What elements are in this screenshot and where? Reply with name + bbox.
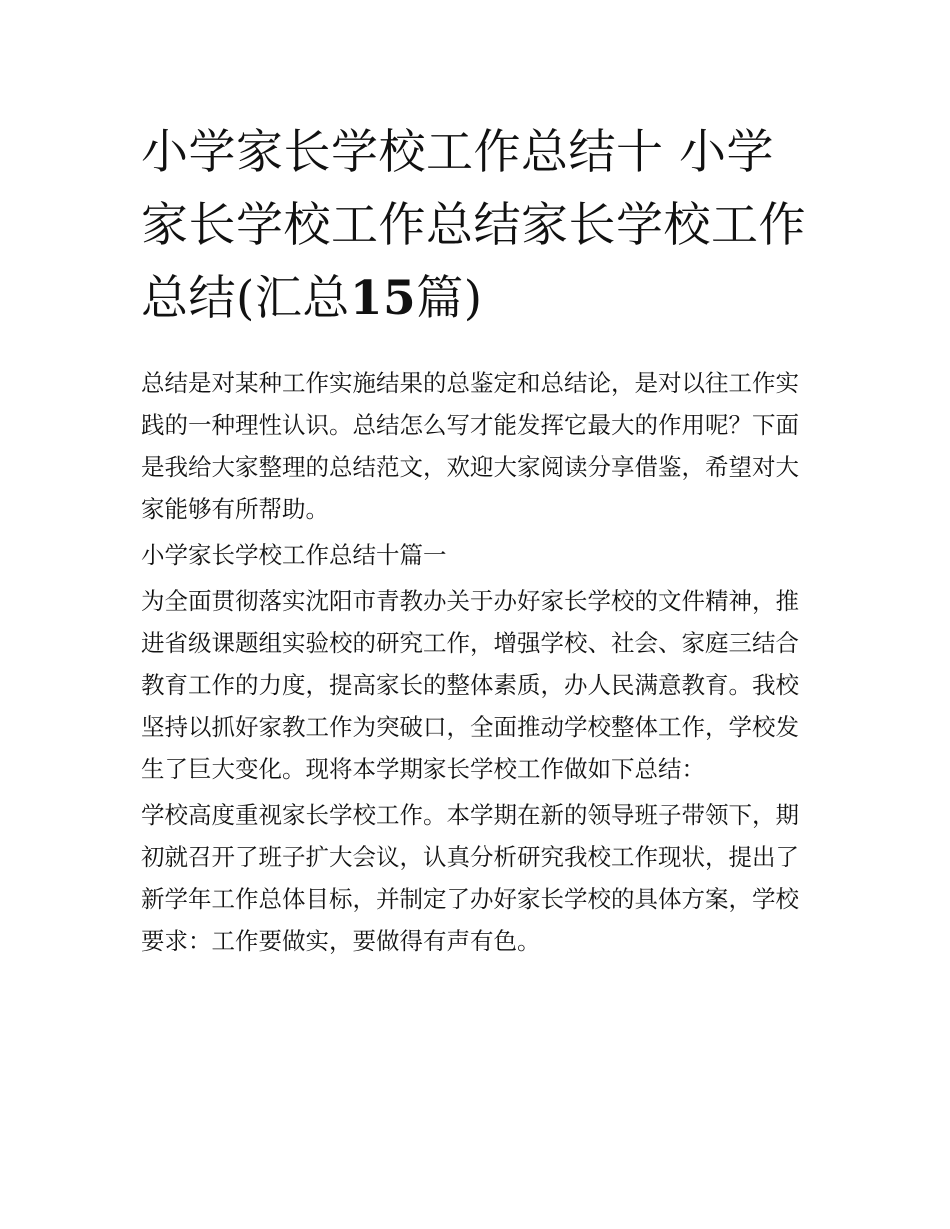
title-number: 15 <box>349 271 417 326</box>
document-content <box>141 116 816 962</box>
title-text: 小学家长学校工作总结十 小学家长学校工作总结家长学校工作总结(汇总 <box>141 125 806 326</box>
intro-paragraph: 总结是对某种工作实施结果的总鉴定和总结论，是对以往工作实践的一种理性认识。总结怎么写才能发挥它最大的作用呢？下面是我给大家整理的总结范文，欢迎大家阅读分享借鉴，希望对大家能够有所帮助。 <box>141 369 799 523</box>
title-suffix: 篇) <box>416 271 483 326</box>
document-title <box>141 116 816 335</box>
section-heading: 小学家长学校工作总结十篇一 <box>141 541 447 569</box>
body-paragraph-1: 为全面贯彻落实沈阳市青教办关于办好家长学校的文件精神，推进省级课题组实验校的研究工作，增强学校、社会、家庭三结合教育工作的力度，提高家长的整体素质，办人民满意教育。我校坚持以抓好家教工作为突破口，全面推动学校整体工作，学校发生了巨大变化。现将本学期家长学校工作做如下总结： <box>141 587 799 783</box>
body-paragraph-2: 学校高度重视家长学校工作。本学期在新的领导班子带领下，期初就召开了班子扩大会议，认真分析研究我校工作现状，提出了新学年工作总体目标，并制定了办好家长学校的具体方案，学校要求：工作要做实，要做得有声有色。 <box>141 801 799 955</box>
